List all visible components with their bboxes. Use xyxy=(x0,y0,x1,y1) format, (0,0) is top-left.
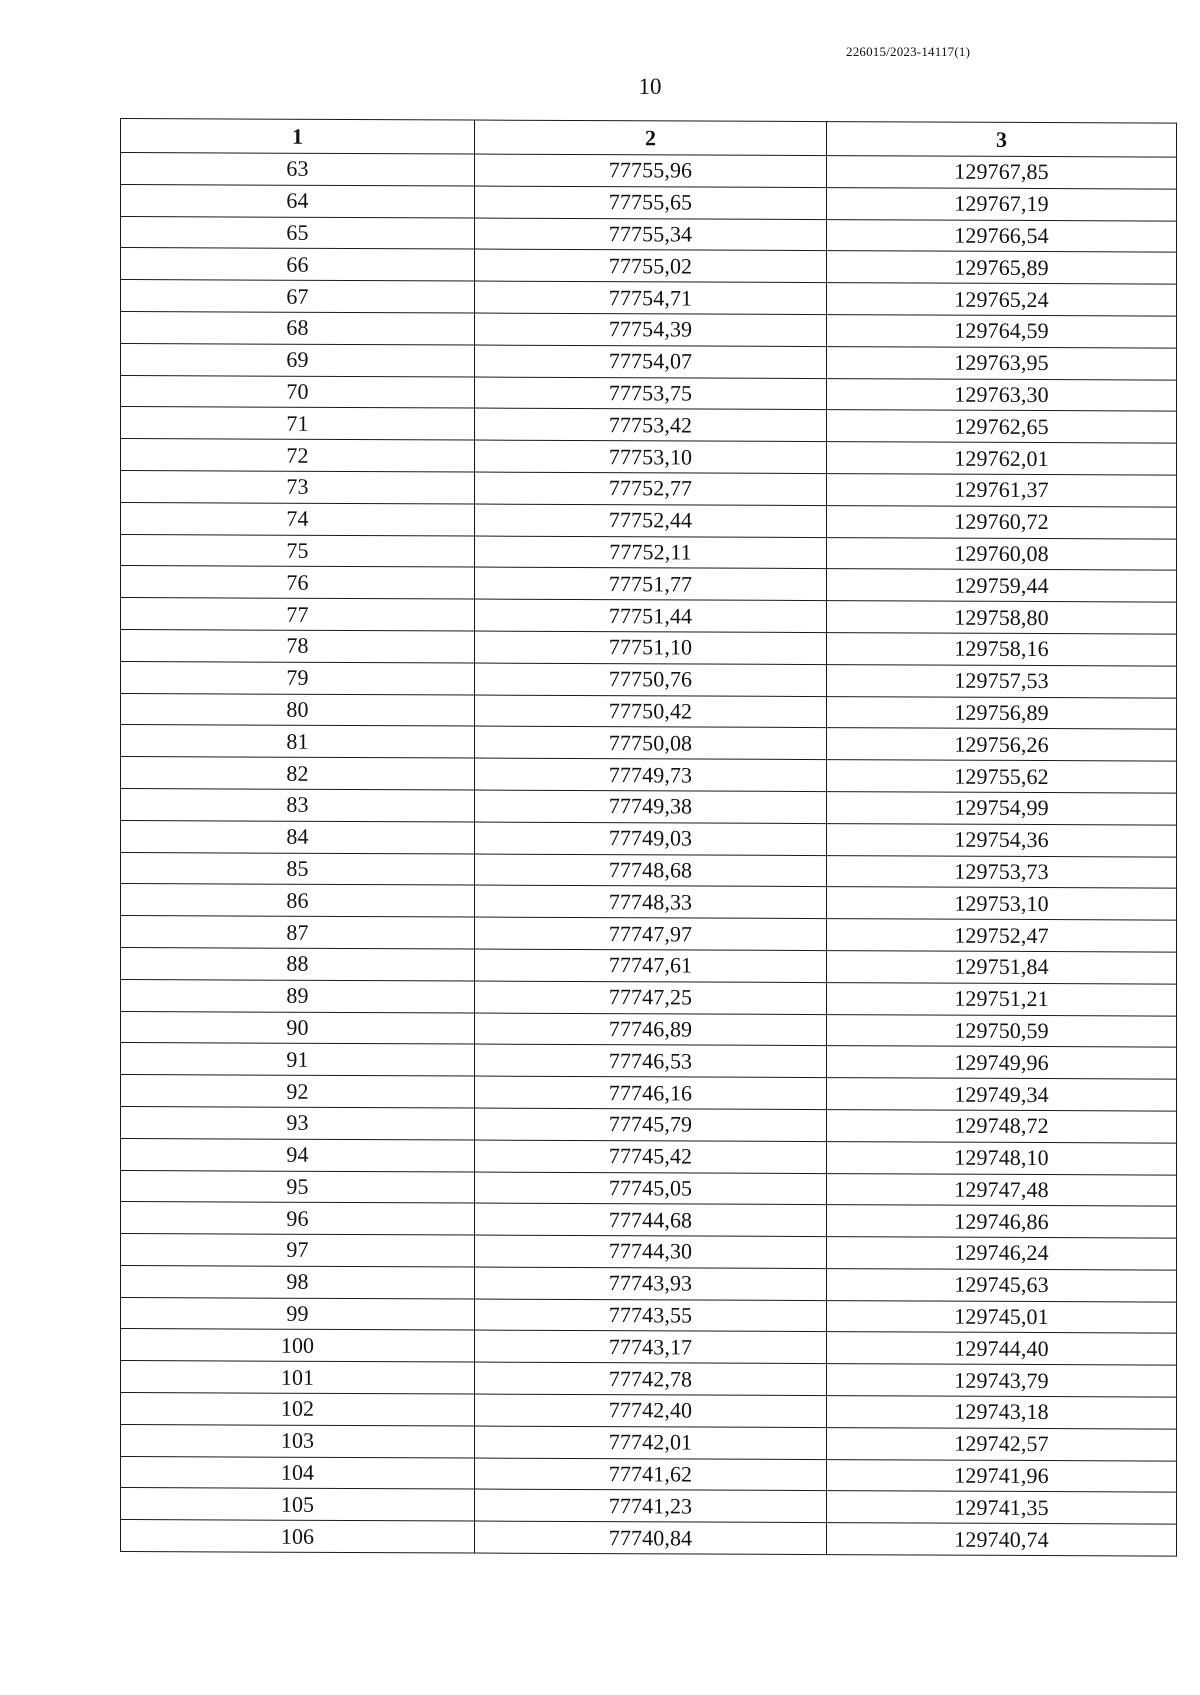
x-coordinate-cell: 77745,42 xyxy=(475,1140,827,1173)
table-row xyxy=(121,153,1177,189)
table-row xyxy=(121,439,1177,475)
point-number-cell: 95 xyxy=(121,1170,475,1203)
point-number-cell: 87 xyxy=(121,916,475,949)
table-row xyxy=(121,1234,1177,1270)
point-number-cell: 66 xyxy=(121,248,475,281)
point-number-cell: 74 xyxy=(121,502,475,535)
y-coordinate-cell: 129754,36 xyxy=(827,823,1177,856)
table-row xyxy=(121,1424,1177,1460)
point-number-cell: 72 xyxy=(121,439,475,472)
x-coordinate-cell: 77750,76 xyxy=(475,663,827,696)
x-coordinate-cell: 77748,68 xyxy=(475,854,827,887)
x-coordinate-cell: 77753,75 xyxy=(475,377,827,410)
table-row xyxy=(121,1488,1177,1524)
point-number-cell: 69 xyxy=(121,343,475,376)
document-id: 226015/2023-14117(1) xyxy=(846,44,971,59)
column-header-2: 2 xyxy=(475,120,827,156)
y-coordinate-cell: 129740,74 xyxy=(827,1523,1177,1556)
y-coordinate-cell: 129755,62 xyxy=(827,760,1177,793)
x-coordinate-cell: 77755,02 xyxy=(475,249,827,282)
table-row xyxy=(121,407,1177,443)
coordinates-table-container xyxy=(120,118,1177,1557)
y-coordinate-cell: 129761,37 xyxy=(827,474,1177,507)
y-coordinate-cell: 129762,65 xyxy=(827,410,1177,443)
y-coordinate-cell: 129748,10 xyxy=(827,1141,1177,1174)
y-coordinate-cell: 129746,86 xyxy=(827,1205,1177,1238)
point-number-cell: 84 xyxy=(121,820,475,853)
x-coordinate-cell: 77754,07 xyxy=(475,345,827,378)
table-row xyxy=(121,1075,1177,1111)
point-number-cell: 73 xyxy=(121,470,475,503)
x-coordinate-cell: 77748,33 xyxy=(475,885,827,918)
x-coordinate-cell: 77754,39 xyxy=(475,313,827,346)
table-row xyxy=(121,1520,1177,1556)
point-number-cell: 90 xyxy=(121,1011,475,1044)
x-coordinate-cell: 77747,97 xyxy=(475,917,827,950)
point-number-cell: 63 xyxy=(121,153,475,186)
point-number-cell: 103 xyxy=(121,1424,475,1457)
x-coordinate-cell: 77753,10 xyxy=(475,440,827,473)
y-coordinate-cell: 129745,01 xyxy=(827,1300,1177,1333)
page-number xyxy=(0,74,1200,100)
y-coordinate-cell: 129742,57 xyxy=(827,1427,1177,1460)
table-row xyxy=(121,757,1177,793)
point-number-cell: 85 xyxy=(121,852,475,885)
point-number-cell: 92 xyxy=(121,1075,475,1108)
table-row xyxy=(121,1106,1177,1142)
table-row xyxy=(121,1297,1177,1333)
point-number-cell: 101 xyxy=(121,1361,475,1394)
table-row xyxy=(121,979,1177,1015)
point-number-cell: 93 xyxy=(121,1106,475,1139)
point-number-cell: 76 xyxy=(121,566,475,599)
table-row xyxy=(121,788,1177,824)
y-coordinate-cell: 129741,96 xyxy=(827,1459,1177,1492)
y-coordinate-cell: 129745,63 xyxy=(827,1268,1177,1301)
table-row xyxy=(121,248,1177,284)
point-number-cell: 65 xyxy=(121,216,475,249)
y-coordinate-cell: 129763,30 xyxy=(827,378,1177,411)
point-number-cell: 89 xyxy=(121,979,475,1012)
x-coordinate-cell: 77744,68 xyxy=(475,1203,827,1236)
point-number-cell: 100 xyxy=(121,1329,475,1362)
x-coordinate-cell: 77746,89 xyxy=(475,1013,827,1046)
x-coordinate-cell: 77744,30 xyxy=(475,1235,827,1268)
point-number-cell: 67 xyxy=(121,280,475,313)
x-coordinate-cell: 77751,10 xyxy=(475,631,827,664)
x-coordinate-cell: 77754,71 xyxy=(475,281,827,314)
x-coordinate-cell: 77752,44 xyxy=(475,504,827,537)
point-number-cell: 98 xyxy=(121,1265,475,1298)
x-coordinate-cell: 77755,65 xyxy=(475,186,827,219)
point-number-cell: 94 xyxy=(121,1138,475,1171)
y-coordinate-cell: 129760,72 xyxy=(827,505,1177,538)
point-number-cell: 80 xyxy=(121,693,475,726)
table-header xyxy=(121,119,1177,158)
point-number-cell: 79 xyxy=(121,661,475,694)
table-row xyxy=(121,1265,1177,1301)
x-coordinate-cell: 77752,11 xyxy=(475,536,827,569)
y-coordinate-cell: 129763,95 xyxy=(827,346,1177,379)
y-coordinate-cell: 129767,19 xyxy=(827,187,1177,220)
y-coordinate-cell: 129758,80 xyxy=(827,601,1177,634)
x-coordinate-cell: 77743,55 xyxy=(475,1299,827,1332)
point-number-cell: 70 xyxy=(121,375,475,408)
table-body xyxy=(121,153,1177,1557)
x-coordinate-cell: 77743,17 xyxy=(475,1331,827,1364)
x-coordinate-cell: 77742,40 xyxy=(475,1394,827,1427)
y-coordinate-cell: 129746,24 xyxy=(827,1237,1177,1270)
point-number-cell: 83 xyxy=(121,788,475,821)
table-row xyxy=(121,534,1177,570)
x-coordinate-cell: 77746,53 xyxy=(475,1044,827,1077)
x-coordinate-cell: 77742,78 xyxy=(475,1362,827,1395)
table-row xyxy=(121,1456,1177,1492)
x-coordinate-cell: 77749,38 xyxy=(475,790,827,823)
table-row xyxy=(121,1329,1177,1365)
x-coordinate-cell: 77755,96 xyxy=(475,154,827,187)
point-number-cell: 82 xyxy=(121,757,475,790)
y-coordinate-cell: 129767,85 xyxy=(827,156,1177,189)
y-coordinate-cell: 129741,35 xyxy=(827,1491,1177,1524)
page-number-text: 10 xyxy=(638,74,662,99)
x-coordinate-cell: 77749,73 xyxy=(475,758,827,791)
y-coordinate-cell: 129757,53 xyxy=(827,664,1177,697)
table-row xyxy=(121,693,1177,729)
y-coordinate-cell: 129753,73 xyxy=(827,855,1177,888)
y-coordinate-cell: 129743,79 xyxy=(827,1364,1177,1397)
y-coordinate-cell: 129743,18 xyxy=(827,1396,1177,1429)
point-number-cell: 106 xyxy=(121,1520,475,1553)
x-coordinate-cell: 77740,84 xyxy=(475,1521,827,1554)
table-row xyxy=(121,184,1177,220)
y-coordinate-cell: 129750,59 xyxy=(827,1014,1177,1047)
x-coordinate-cell: 77745,79 xyxy=(475,1108,827,1141)
x-coordinate-cell: 77743,93 xyxy=(475,1267,827,1300)
table-row xyxy=(121,311,1177,347)
point-number-cell: 102 xyxy=(121,1393,475,1426)
table-row xyxy=(121,947,1177,983)
x-coordinate-cell: 77747,25 xyxy=(475,981,827,1014)
y-coordinate-cell: 129753,10 xyxy=(827,887,1177,920)
point-number-cell: 86 xyxy=(121,884,475,917)
x-coordinate-cell: 77741,23 xyxy=(475,1490,827,1523)
y-coordinate-cell: 129747,48 xyxy=(827,1173,1177,1206)
table-row xyxy=(121,1043,1177,1079)
y-coordinate-cell: 129751,84 xyxy=(827,951,1177,984)
coordinates-table xyxy=(120,118,1177,1557)
y-coordinate-cell: 129748,72 xyxy=(827,1109,1177,1142)
table-row xyxy=(121,1361,1177,1397)
column-header-1: 1 xyxy=(121,119,475,155)
y-coordinate-cell: 129754,99 xyxy=(827,792,1177,825)
x-coordinate-cell: 77742,01 xyxy=(475,1426,827,1459)
y-coordinate-cell: 129766,54 xyxy=(827,219,1177,252)
point-number-cell: 77 xyxy=(121,598,475,631)
x-coordinate-cell: 77746,16 xyxy=(475,1076,827,1109)
y-coordinate-cell: 129765,24 xyxy=(827,283,1177,316)
table-row xyxy=(121,1202,1177,1238)
y-coordinate-cell: 129749,96 xyxy=(827,1046,1177,1079)
table-row xyxy=(121,1138,1177,1174)
table-row xyxy=(121,884,1177,920)
point-number-cell: 99 xyxy=(121,1297,475,1330)
x-coordinate-cell: 77753,42 xyxy=(475,408,827,441)
point-number-cell: 96 xyxy=(121,1202,475,1235)
y-coordinate-cell: 129758,16 xyxy=(827,633,1177,666)
x-coordinate-cell: 77750,08 xyxy=(475,726,827,759)
point-number-cell: 88 xyxy=(121,947,475,980)
y-coordinate-cell: 129760,08 xyxy=(827,537,1177,570)
x-coordinate-cell: 77751,44 xyxy=(475,599,827,632)
x-coordinate-cell: 77747,61 xyxy=(475,949,827,982)
y-coordinate-cell: 129744,40 xyxy=(827,1332,1177,1365)
x-coordinate-cell: 77755,34 xyxy=(475,218,827,251)
table-row xyxy=(121,820,1177,856)
table-row xyxy=(121,725,1177,761)
table-row xyxy=(121,629,1177,665)
point-number-cell: 68 xyxy=(121,311,475,344)
point-number-cell: 75 xyxy=(121,534,475,567)
table-row xyxy=(121,343,1177,379)
table-row xyxy=(121,661,1177,697)
x-coordinate-cell: 77750,42 xyxy=(475,695,827,728)
y-coordinate-cell: 129752,47 xyxy=(827,919,1177,952)
y-coordinate-cell: 129765,89 xyxy=(827,251,1177,284)
table-row xyxy=(121,470,1177,506)
table-row xyxy=(121,216,1177,252)
point-number-cell: 64 xyxy=(121,184,475,217)
table-row xyxy=(121,1170,1177,1206)
point-number-cell: 71 xyxy=(121,407,475,440)
table-row xyxy=(121,502,1177,538)
point-number-cell: 81 xyxy=(121,725,475,758)
point-number-cell: 78 xyxy=(121,629,475,662)
y-coordinate-cell: 129749,34 xyxy=(827,1078,1177,1111)
point-number-cell: 97 xyxy=(121,1234,475,1267)
y-coordinate-cell: 129759,44 xyxy=(827,569,1177,602)
y-coordinate-cell: 129751,21 xyxy=(827,982,1177,1015)
point-number-cell: 105 xyxy=(121,1488,475,1521)
x-coordinate-cell: 77751,77 xyxy=(475,567,827,600)
table-row xyxy=(121,280,1177,316)
column-header-3: 3 xyxy=(827,122,1177,158)
point-number-cell: 104 xyxy=(121,1456,475,1489)
y-coordinate-cell: 129756,89 xyxy=(827,696,1177,729)
header-row xyxy=(121,119,1177,158)
y-coordinate-cell: 129762,01 xyxy=(827,442,1177,475)
table-row xyxy=(121,1011,1177,1047)
table-row xyxy=(121,852,1177,888)
table-row xyxy=(121,566,1177,602)
table-row xyxy=(121,916,1177,952)
table-row xyxy=(121,598,1177,634)
x-coordinate-cell: 77741,62 xyxy=(475,1458,827,1491)
x-coordinate-cell: 77745,05 xyxy=(475,1172,827,1205)
x-coordinate-cell: 77752,77 xyxy=(475,472,827,505)
point-number-cell: 91 xyxy=(121,1043,475,1076)
table-row xyxy=(121,375,1177,411)
table-row xyxy=(121,1393,1177,1429)
y-coordinate-cell: 129756,26 xyxy=(827,728,1177,761)
x-coordinate-cell: 77749,03 xyxy=(475,822,827,855)
y-coordinate-cell: 129764,59 xyxy=(827,315,1177,348)
